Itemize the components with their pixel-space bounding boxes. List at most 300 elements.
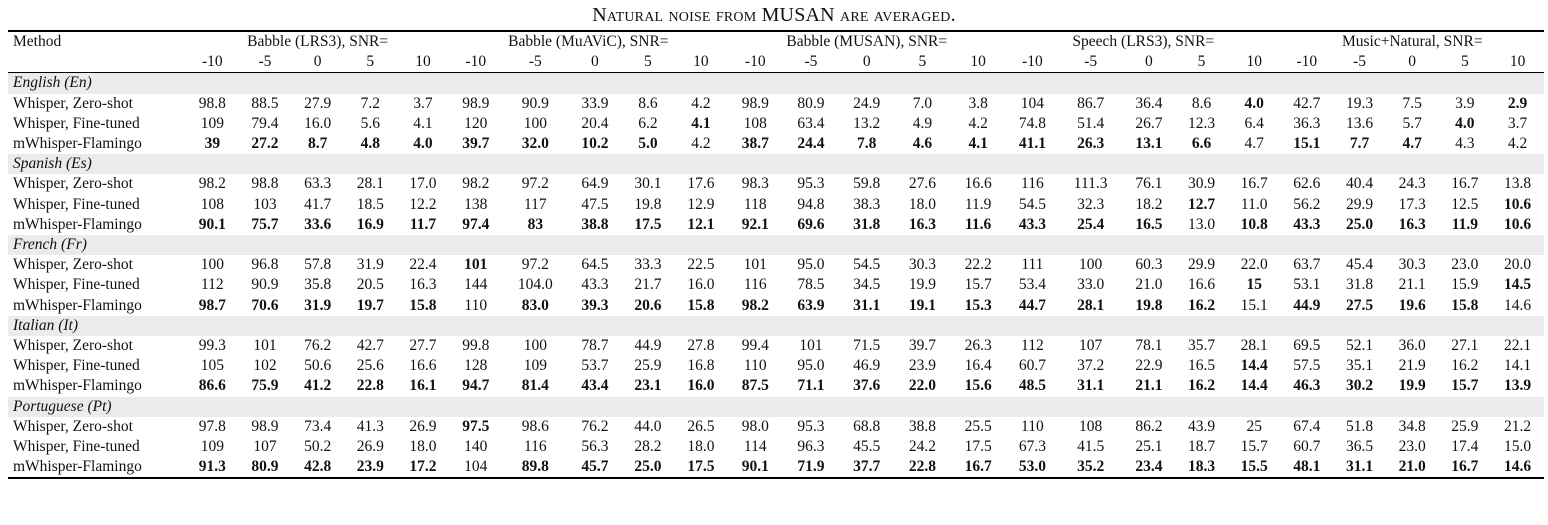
value-cell: 15 <box>1246 276 1262 294</box>
value-cell: 53.7 <box>581 357 609 375</box>
value-cell: 57.5 <box>1293 357 1321 375</box>
value-cell: 4.6 <box>912 135 933 153</box>
value-cell: 7.5 <box>1402 94 1422 112</box>
value-cell: 112 <box>200 276 224 294</box>
group-header-row <box>8 31 1544 52</box>
method-cell: Whisper, Fine-tuned <box>13 276 140 294</box>
value-cell: 94.8 <box>797 195 825 213</box>
value-cell: 97.2 <box>521 175 549 193</box>
value-cell: 53.1 <box>1293 276 1321 294</box>
value-cell: 18.0 <box>687 438 715 456</box>
value-cell: 76.2 <box>581 417 609 435</box>
value-cell: 10.8 <box>1240 215 1268 233</box>
value-cell: 101 <box>464 256 488 274</box>
value-cell: 12.7 <box>1187 195 1216 213</box>
value-cell: 18.5 <box>356 195 384 213</box>
value-cell: 24.4 <box>797 135 825 153</box>
value-cell: 7.0 <box>912 94 933 112</box>
snr-level-header: 10 <box>397 52 450 73</box>
snr-level-header: 10 <box>950 52 1006 73</box>
value-cell: 12.2 <box>409 195 437 213</box>
value-cell: 23.4 <box>1123 457 1176 478</box>
value-cell: 39.7 <box>908 337 936 355</box>
value-cell: 4.1 <box>968 135 988 153</box>
value-cell: 74.8 <box>1018 114 1046 132</box>
value-cell: 44.9 <box>1293 296 1321 314</box>
value-cell: 27.9 <box>304 94 332 112</box>
value-cell: 98.2 <box>741 296 769 314</box>
snr-level-header: 0 <box>291 52 344 73</box>
value-cell: 104 <box>1020 94 1045 112</box>
value-cell: 19.7 <box>356 296 384 314</box>
value-cell: 52.1 <box>1345 337 1374 355</box>
value-cell: 14.1 <box>1504 357 1532 375</box>
table-row <box>8 437 1544 457</box>
value-cell: 14.4 <box>1240 377 1268 395</box>
value-cell: 53.0 <box>1006 457 1059 478</box>
value-cell: 90.9 <box>521 94 549 112</box>
value-cell: 7.8 <box>857 135 877 153</box>
value-cell: 48.5 <box>1018 377 1046 395</box>
value-cell: 4.3 <box>1455 135 1475 153</box>
value-cell: 16.6 <box>1187 276 1216 294</box>
value-cell: 22.8 <box>356 377 384 395</box>
value-cell: 18.0 <box>908 195 936 213</box>
value-cell: 59.8 <box>853 175 881 193</box>
value-cell: 83.0 <box>521 296 549 314</box>
value-cell: 16.7 <box>1451 175 1479 193</box>
value-cell: 10.6 <box>1504 195 1532 213</box>
value-cell: 5.0 <box>638 135 658 153</box>
value-cell: 50.2 <box>304 438 332 456</box>
value-cell: 27.6 <box>908 175 936 193</box>
value-cell: 86.2 <box>1135 417 1163 435</box>
section-row <box>8 154 1544 174</box>
value-cell: 98.0 <box>741 417 769 435</box>
value-cell: 100 <box>200 256 224 274</box>
value-cell: 28.1 <box>356 175 384 193</box>
value-cell: 10.2 <box>581 135 609 153</box>
value-cell: 116 <box>1021 175 1044 193</box>
value-cell: 16.6 <box>964 175 992 193</box>
value-cell: 2.9 <box>1507 94 1528 112</box>
snr-header-spacer <box>8 52 186 73</box>
value-cell: 17.5 <box>634 215 662 233</box>
value-cell: 108 <box>743 114 767 132</box>
value-cell: 18.2 <box>1135 195 1163 213</box>
value-cell: 31.1 <box>1077 377 1105 395</box>
value-cell: 97.8 <box>198 417 226 435</box>
value-cell: 25.6 <box>356 357 384 375</box>
value-cell: 11.7 <box>409 215 437 233</box>
value-cell: 43.9 <box>1187 417 1216 435</box>
value-cell: 30.2 <box>1345 377 1374 395</box>
value-cell: 108 <box>1079 417 1103 435</box>
value-cell: 22.2 <box>964 256 992 274</box>
value-cell: 20.4 <box>581 114 609 132</box>
value-cell: 107 <box>253 438 277 456</box>
table-row <box>8 255 1544 275</box>
value-cell: 37.7 <box>839 457 895 478</box>
value-cell: 86.6 <box>198 377 226 395</box>
value-cell: 23.0 <box>1398 438 1426 456</box>
value-cell: 27.5 <box>1345 296 1374 314</box>
value-cell: 16.3 <box>409 276 437 294</box>
value-cell: 21.1 <box>1135 377 1163 395</box>
value-cell: 138 <box>464 195 488 213</box>
value-cell: 107 <box>1079 337 1103 355</box>
value-cell: 53.4 <box>1018 276 1046 294</box>
value-cell: 29.9 <box>1187 256 1216 274</box>
value-cell: 33.9 <box>581 94 609 112</box>
group-header: Babble (LRS3), SNR= <box>186 31 449 52</box>
value-cell: 42.8 <box>291 457 344 478</box>
value-cell: 12.9 <box>687 195 715 213</box>
value-cell: 12.3 <box>1187 114 1216 132</box>
section-label: English (En) <box>8 73 1544 94</box>
value-cell: 79.4 <box>251 114 279 132</box>
value-cell: 16.7 <box>1439 457 1492 478</box>
value-cell: 22.9 <box>1135 357 1163 375</box>
value-cell: 7.2 <box>360 94 380 112</box>
value-cell: 51.8 <box>1345 417 1374 435</box>
value-cell: 40.4 <box>1345 175 1374 193</box>
value-cell: 100 <box>1079 256 1103 274</box>
value-cell: 33.3 <box>634 256 662 274</box>
value-cell: 15.0 <box>1504 438 1532 456</box>
value-cell: 11.9 <box>1451 215 1478 233</box>
value-cell: 95.3 <box>797 417 825 435</box>
table-row <box>8 417 1544 437</box>
value-cell: 105 <box>200 357 224 375</box>
group-header: Babble (MuAViC), SNR= <box>449 31 727 52</box>
value-cell: 6.4 <box>1244 114 1264 132</box>
value-cell: 41.7 <box>304 195 332 213</box>
method-cell: Whisper, Fine-tuned <box>13 114 140 132</box>
value-cell: 23.1 <box>634 377 662 395</box>
value-cell: 30.1 <box>634 175 662 193</box>
snr-level-header: -10 <box>727 52 783 73</box>
value-cell: 97.4 <box>462 215 490 233</box>
value-cell: 16.7 <box>1240 175 1268 193</box>
value-cell: 19.8 <box>634 195 662 213</box>
value-cell: 19.8 <box>1135 296 1163 314</box>
value-cell: 25.4 <box>1077 215 1105 233</box>
value-cell: 97.2 <box>521 256 549 274</box>
method-cell: mWhisper-Flamingo <box>13 296 142 314</box>
method-cell: Whisper, Zero-shot <box>13 417 133 435</box>
value-cell: 60.3 <box>1135 256 1163 274</box>
value-cell: 31.8 <box>1345 276 1374 294</box>
value-cell: 81.4 <box>521 377 549 395</box>
value-cell: 16.5 <box>1135 215 1163 233</box>
value-cell: 24.2 <box>908 438 936 456</box>
snr-level-header: -5 <box>239 52 292 73</box>
value-cell: 38.3 <box>853 195 881 213</box>
value-cell: 31.8 <box>853 215 881 233</box>
value-cell: 13.9 <box>1504 377 1532 395</box>
value-cell: 4.1 <box>691 114 711 132</box>
value-cell: 16.1 <box>409 377 437 395</box>
table-row <box>8 376 1544 396</box>
value-cell: 104.0 <box>517 276 553 294</box>
value-cell: 57.8 <box>304 256 332 274</box>
value-cell: 16.6 <box>409 357 437 375</box>
value-cell: 48.1 <box>1281 457 1334 478</box>
value-cell: 39 <box>204 135 221 153</box>
value-cell: 73.4 <box>304 417 332 435</box>
value-cell: 25 <box>1246 417 1262 435</box>
snr-level-header: 5 <box>1175 52 1228 73</box>
value-cell: 102 <box>253 357 277 375</box>
value-cell: 23.9 <box>908 357 936 375</box>
value-cell: 88.5 <box>251 94 279 112</box>
value-cell: 3.9 <box>1455 94 1475 112</box>
value-cell: 97.5 <box>462 417 490 435</box>
method-cell: Whisper, Zero-shot <box>13 94 133 112</box>
group-header: Babble (MUSAN), SNR= <box>727 31 1006 52</box>
value-cell: 16.3 <box>908 215 936 233</box>
value-cell: 15.7 <box>964 276 992 294</box>
value-cell: 16.0 <box>687 377 715 395</box>
value-cell: 108 <box>200 195 224 213</box>
value-cell: 26.9 <box>409 417 437 435</box>
value-cell: 32.3 <box>1077 195 1105 213</box>
value-cell: 35.8 <box>304 276 332 294</box>
value-cell: 15.8 <box>409 296 437 314</box>
snr-level-header: 5 <box>621 52 674 73</box>
value-cell: 98.8 <box>251 175 279 193</box>
value-cell: 98.9 <box>251 417 279 435</box>
value-cell: 24.9 <box>853 94 881 112</box>
value-cell: 63.4 <box>797 114 825 132</box>
value-cell: 98.6 <box>521 417 549 435</box>
snr-level-header: 5 <box>895 52 951 73</box>
value-cell: 34.5 <box>853 276 881 294</box>
value-cell: 21.2 <box>1504 417 1532 435</box>
value-cell: 69.5 <box>1293 337 1321 355</box>
value-cell: 16.9 <box>356 215 384 233</box>
value-cell: 67.4 <box>1293 417 1321 435</box>
value-cell: 21.0 <box>1386 457 1439 478</box>
value-cell: 111 <box>1021 256 1044 274</box>
value-cell: 116 <box>743 276 767 294</box>
value-cell: 76.1 <box>1135 175 1163 193</box>
value-cell: 45.5 <box>853 438 881 456</box>
value-cell: 71.1 <box>797 377 825 395</box>
value-cell: 15.3 <box>964 296 992 314</box>
value-cell: 98.8 <box>198 94 226 112</box>
value-cell: 50.6 <box>304 357 332 375</box>
value-cell: 10.6 <box>1504 215 1532 233</box>
value-cell: 16.2 <box>1187 296 1216 314</box>
table-row <box>8 275 1544 295</box>
value-cell: 29.9 <box>1345 195 1374 213</box>
table-caption <box>0 4 1548 27</box>
value-cell: 19.9 <box>908 276 936 294</box>
value-cell: 21.9 <box>1398 357 1426 375</box>
value-cell: 4.7 <box>1402 135 1422 153</box>
value-cell: 60.7 <box>1018 357 1046 375</box>
value-cell: 23.9 <box>344 457 397 478</box>
value-cell: 98.7 <box>198 296 226 314</box>
value-cell: 6.2 <box>638 114 658 132</box>
value-cell: 56.2 <box>1293 195 1321 213</box>
value-cell: 109 <box>523 357 547 375</box>
value-cell: 21.1 <box>1398 276 1426 294</box>
value-cell: 91.3 <box>186 457 239 478</box>
snr-level-header: 0 <box>839 52 895 73</box>
value-cell: 78.5 <box>797 276 825 294</box>
value-cell: 36.0 <box>1398 337 1426 355</box>
value-cell: 8.7 <box>307 135 328 153</box>
value-cell: 31.9 <box>356 256 384 274</box>
value-cell: 39.7 <box>462 135 490 153</box>
value-cell: 98.2 <box>198 175 226 193</box>
value-cell: 6.6 <box>1191 135 1212 153</box>
value-cell: 13.6 <box>1345 114 1374 132</box>
value-cell: 4.0 <box>1244 94 1264 112</box>
value-cell: 38.8 <box>908 417 936 435</box>
value-cell: 28.1 <box>1240 337 1268 355</box>
value-cell: 4.0 <box>413 135 433 153</box>
value-cell: 31.1 <box>853 296 881 314</box>
section-row <box>8 397 1544 417</box>
method-cell: Whisper, Zero-shot <box>13 175 133 193</box>
value-cell: 4.2 <box>968 114 988 132</box>
value-cell: 11.6 <box>965 215 992 233</box>
value-cell: 17.5 <box>674 457 727 478</box>
value-cell: 89.8 <box>502 457 568 478</box>
method-cell: mWhisper-Flamingo <box>13 215 142 233</box>
value-cell: 71.9 <box>783 457 839 478</box>
value-cell: 25.9 <box>634 357 662 375</box>
snr-level-header: -5 <box>1059 52 1123 73</box>
snr-level-header: 0 <box>1386 52 1439 73</box>
value-cell: 21.7 <box>634 276 662 294</box>
value-cell: 31.9 <box>304 296 332 314</box>
value-cell: 12.5 <box>1451 195 1479 213</box>
value-cell: 94.7 <box>462 377 490 395</box>
value-cell: 24.3 <box>1398 175 1426 193</box>
value-cell: 128 <box>464 357 488 375</box>
caption-text: Natural noise from MUSAN are averaged. <box>592 4 956 26</box>
table-row <box>8 356 1544 376</box>
value-cell: 17.6 <box>687 175 715 193</box>
snr-level-header: -5 <box>783 52 839 73</box>
value-cell: 19.1 <box>908 296 936 314</box>
method-cell: mWhisper-Flamingo <box>13 135 142 153</box>
value-cell: 20.6 <box>634 296 662 314</box>
value-cell: 37.6 <box>853 377 881 395</box>
value-cell: 27.7 <box>409 337 437 355</box>
value-cell: 22.0 <box>1240 256 1268 274</box>
value-cell: 21.0 <box>1135 276 1163 294</box>
value-cell: 42.7 <box>356 337 384 355</box>
value-cell: 30.3 <box>1398 256 1426 274</box>
value-cell: 101 <box>253 337 277 355</box>
value-cell: 15.8 <box>1451 296 1479 314</box>
value-cell: 80.9 <box>239 457 292 478</box>
snr-level-header: 5 <box>1439 52 1492 73</box>
value-cell: 27.8 <box>687 337 715 355</box>
snr-level-header: 0 <box>568 52 621 73</box>
value-cell: 140 <box>464 438 488 456</box>
value-cell: 14.6 <box>1491 457 1544 478</box>
snr-level-header: 0 <box>1123 52 1176 73</box>
method-cell: mWhisper-Flamingo <box>8 457 186 478</box>
value-cell: 92.1 <box>741 215 769 233</box>
value-cell: 14.6 <box>1504 296 1532 314</box>
section-label: French (Fr) <box>8 235 1544 255</box>
value-cell: 15.1 <box>1240 296 1268 314</box>
value-cell: 31.1 <box>1333 457 1386 478</box>
value-cell: 28.1 <box>1077 296 1105 314</box>
value-cell: 36.3 <box>1293 114 1321 132</box>
value-cell: 98.3 <box>741 175 769 193</box>
value-cell: 54.5 <box>1018 195 1046 213</box>
snr-level-header: -5 <box>502 52 568 73</box>
snr-header-row <box>8 52 1544 73</box>
value-cell: 12.1 <box>687 215 715 233</box>
value-cell: 16.2 <box>1187 377 1216 395</box>
value-cell: 90.9 <box>251 276 279 294</box>
value-cell: 111.3 <box>1073 175 1108 193</box>
results-table <box>8 30 1544 479</box>
method-header: Method <box>8 31 186 52</box>
value-cell: 17.5 <box>964 438 992 456</box>
value-cell: 44.0 <box>634 417 662 435</box>
method-cell: mWhisper-Flamingo <box>13 377 142 395</box>
value-cell: 4.9 <box>912 114 933 132</box>
value-cell: 26.5 <box>687 417 715 435</box>
value-cell: 46.3 <box>1293 377 1321 395</box>
value-cell: 42.7 <box>1293 94 1321 112</box>
value-cell: 44.9 <box>634 337 662 355</box>
value-cell: 56.3 <box>581 438 609 456</box>
value-cell: 44.7 <box>1018 296 1046 314</box>
section-row <box>8 73 1544 94</box>
value-cell: 103 <box>253 195 277 213</box>
value-cell: 43.4 <box>581 377 609 395</box>
table-body <box>8 73 1544 479</box>
value-cell: 63.9 <box>797 296 825 314</box>
value-cell: 62.6 <box>1293 175 1321 193</box>
value-cell: 45.4 <box>1345 256 1374 274</box>
value-cell: 18.3 <box>1175 457 1228 478</box>
value-cell: 16.7 <box>950 457 1006 478</box>
value-cell: 38.7 <box>741 135 769 153</box>
value-cell: 15.6 <box>964 377 992 395</box>
table-row <box>8 296 1544 316</box>
value-cell: 41.5 <box>1077 438 1105 456</box>
value-cell: 17.4 <box>1451 438 1479 456</box>
value-cell: 144 <box>464 276 488 294</box>
snr-level-header: -10 <box>1281 52 1334 73</box>
value-cell: 15.7 <box>1240 438 1268 456</box>
value-cell: 80.9 <box>797 94 825 112</box>
table-row <box>8 457 1544 478</box>
value-cell: 16.3 <box>1398 215 1426 233</box>
value-cell: 101 <box>743 256 767 274</box>
value-cell: 45.7 <box>568 457 621 478</box>
value-cell: 100 <box>523 337 547 355</box>
value-cell: 96.8 <box>251 256 279 274</box>
method-cell: Whisper, Zero-shot <box>13 256 133 274</box>
value-cell: 75.9 <box>251 377 279 395</box>
value-cell: 118 <box>743 195 767 213</box>
value-cell: 112 <box>1021 337 1044 355</box>
